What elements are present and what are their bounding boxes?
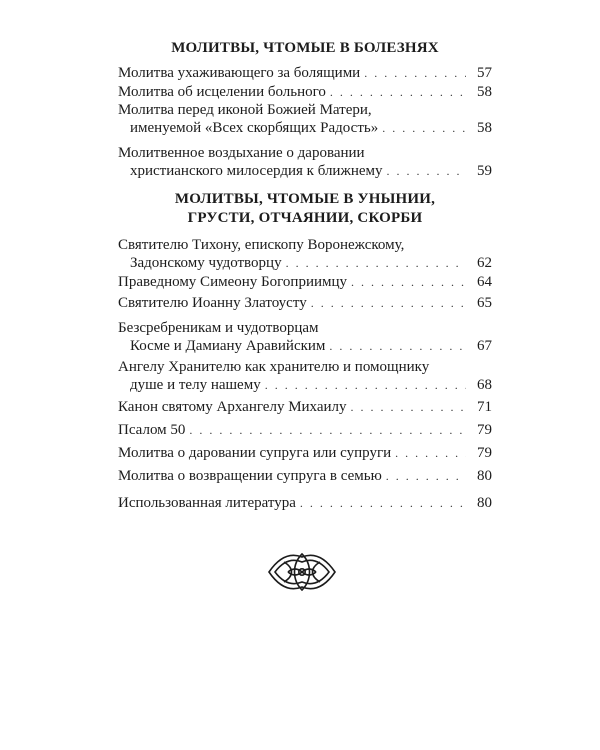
section-heading: МОЛИТВЫ, ЧТОМЫЕ В УНЫНИИ, ГРУСТИ, ОТЧАЯНИИ, СКОРБИ — [174, 191, 436, 226]
page-number: 80 — [477, 468, 492, 484]
page-number: 79 — [477, 445, 492, 461]
toc-entry[interactable] — [118, 398, 492, 416]
leader-dots — [364, 64, 466, 82]
page-number: 79 — [477, 422, 492, 438]
page-number: 59 — [477, 163, 492, 179]
toc-entry[interactable] — [118, 273, 492, 291]
leader-dots — [189, 421, 466, 439]
page-number: 64 — [477, 274, 492, 290]
toc-entry[interactable] — [118, 358, 492, 394]
leader-dots — [265, 376, 466, 394]
toc-entry[interactable] — [118, 144, 492, 180]
toc-entry[interactable] — [118, 64, 492, 82]
entry-title-cont: душе и телу нашему — [130, 377, 261, 393]
leader-dots — [351, 398, 466, 416]
page-number: 80 — [477, 495, 492, 511]
toc-entry[interactable] — [118, 101, 492, 137]
leader-dots — [311, 294, 466, 312]
page-number: 62 — [477, 255, 492, 271]
toc-entry[interactable] — [118, 83, 492, 101]
page-number: 57 — [477, 65, 492, 81]
entry-title-cont: Задонскому чудотворцу — [130, 255, 282, 271]
page-number: 58 — [477, 120, 492, 136]
entry-title: Святителю Тихону, епископу Воронежскому, — [118, 237, 405, 253]
leader-dots — [395, 444, 466, 462]
entry-title-cont: христианского милосердия к ближнему — [130, 163, 383, 179]
leader-dots — [387, 162, 466, 180]
entry-title: Молитвенное воздыхание о даровании — [118, 145, 365, 161]
entry-title: Псалом 50 — [118, 422, 186, 438]
leader-dots — [300, 494, 466, 512]
entry-title: Молитва о даровании супруга или супруги — [118, 445, 392, 461]
page-number: 67 — [477, 338, 492, 354]
toc-entry[interactable] — [118, 236, 492, 272]
page-number: 71 — [477, 399, 492, 415]
entry-title-cont: Косме и Дамиану Аравийским — [130, 338, 326, 354]
entry-title: Безсребреникам и чудотворцам — [118, 320, 319, 336]
page-number: 65 — [477, 295, 492, 311]
leader-dots — [382, 119, 466, 137]
leader-dots — [351, 273, 466, 291]
entry-title: Молитва перед иконой Божией Матери, — [118, 102, 372, 118]
toc-entry[interactable] — [118, 294, 492, 312]
entry-title: Праведному Симеону Богоприимцу — [118, 274, 348, 290]
leader-dots — [386, 467, 466, 485]
toc-entry[interactable] — [118, 421, 492, 439]
page-number: 58 — [477, 84, 492, 100]
leader-dots — [330, 83, 466, 101]
entry-title: Молитва ухаживающего за болящими — [118, 65, 361, 81]
page-number: 68 — [477, 377, 492, 393]
entry-title-cont: именуемой «Всех скорбящих Радость» — [130, 120, 379, 136]
celtic-knot-ornament-icon — [266, 548, 338, 596]
entry-title: Канон святому Архангелу Михаилу — [118, 399, 347, 415]
entry-title: Святителю Иоанну Златоусту — [118, 295, 307, 311]
toc-entry[interactable] — [118, 467, 492, 485]
entry-title: Использованная литература — [118, 495, 296, 511]
section-heading: МОЛИТВЫ, ЧТОМЫЕ В БОЛЕЗНЯХ — [171, 40, 439, 56]
toc-entry[interactable] — [118, 319, 492, 355]
leader-dots — [329, 337, 466, 355]
entry-title: Молитва об исцелении больного — [118, 84, 326, 100]
toc-entry[interactable] — [118, 444, 492, 462]
toc-entry[interactable] — [118, 494, 492, 512]
entry-title: Ангелу Хранителю как хранителю и помощнику — [118, 359, 430, 375]
entry-title: Молитва о возвращении супруга в семью — [118, 468, 382, 484]
leader-dots — [286, 254, 466, 272]
